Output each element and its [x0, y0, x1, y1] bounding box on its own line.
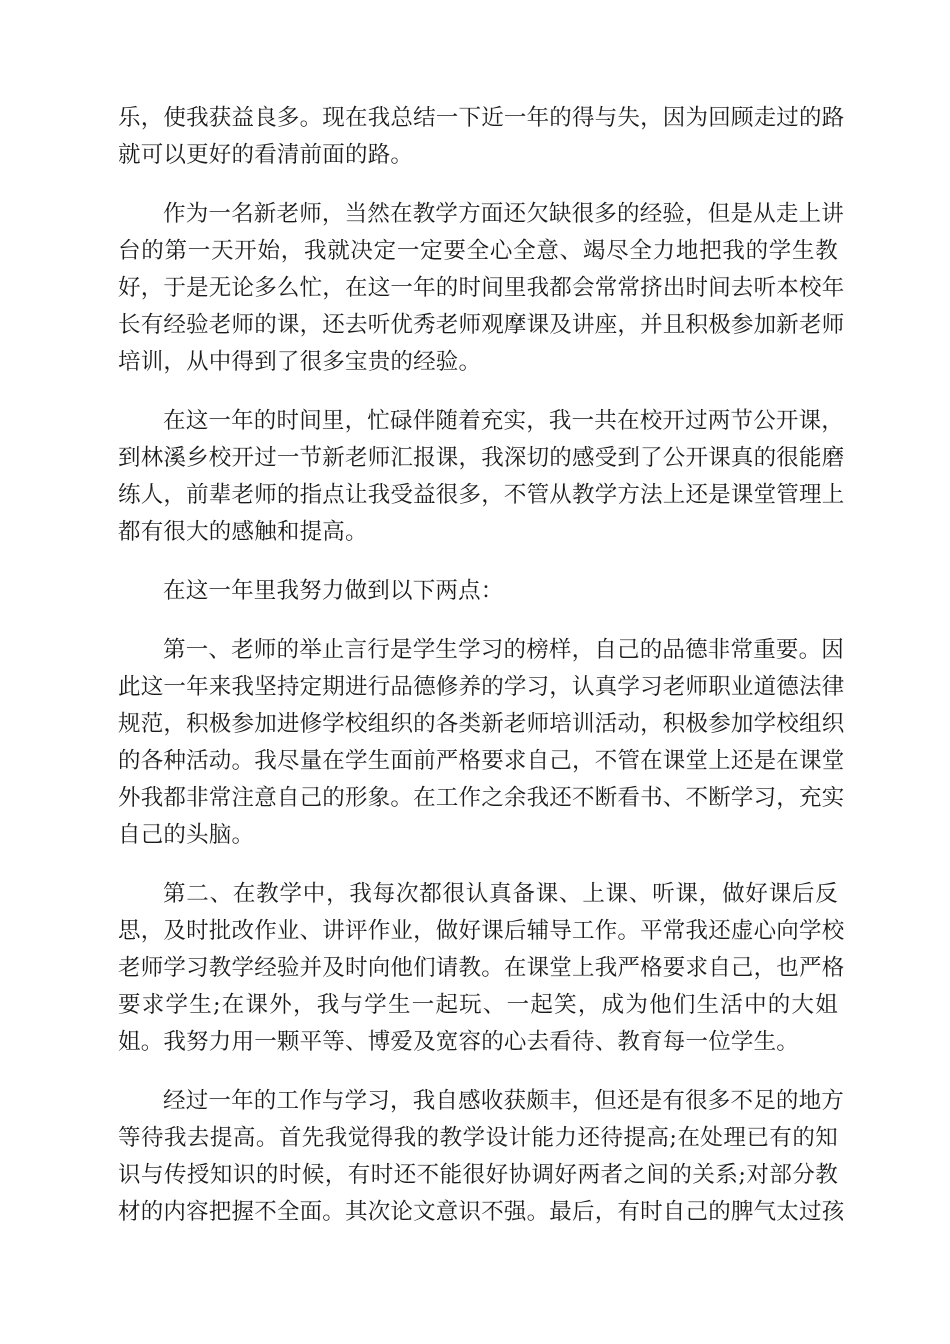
text-line: 乐，使我获益良多。现在我总结一下近一年的得与失，因为回顾走过的路: [118, 105, 845, 131]
text-line: 材的内容把握不全面。其次论文意识不强。最后，有时自己的脾气太过孩: [118, 1199, 845, 1225]
text-line: 在这一年的时间里，忙碌伴随着充实，我一共在校开过两节公开课，: [163, 408, 845, 434]
text-line: 第一、老师的举止言行是学生学习的榜样，自己的品德非常重要。因: [163, 637, 845, 663]
text-line: 第二、在教学中，我每次都很认真备课、上课、听课，做好课后反: [163, 881, 838, 907]
text-line: 老师学习教学经验并及时向他们请教。在课堂上我严格要求自己，也严格: [118, 955, 845, 981]
text-line: 都有很大的感触和提高。: [118, 519, 368, 545]
text-line: 外我都非常注意自己的形象。在工作之余我还不断看书、不断学习，充实: [118, 785, 845, 811]
text-line: 的各种活动。我尽量在学生面前严格要求自己，不管在课堂上还是在课堂: [118, 748, 845, 774]
text-line: 自己的头脑。: [118, 822, 255, 848]
text-line: 要求学生;在课外，我与学生一起玩、一起笑，成为他们生活中的大姐: [118, 992, 838, 1018]
text-line: 经过一年的工作与学习，我自感收获颇丰，但还是有很多不足的地方: [163, 1088, 845, 1114]
paragraph: [118, 403, 845, 551]
text-line: 思，及时批改作业、讲评作业，做好课后辅导工作。平常我还虚心向学校: [118, 918, 845, 944]
paragraph: [118, 100, 845, 174]
text-line: 到林溪乡校开过一节新老师汇报课，我深切的感受到了公开课真的很能磨: [118, 445, 845, 471]
text-line: 练人，前辈老师的指点让我受益很多，不管从教学方法上还是课堂管理上: [118, 482, 845, 508]
text-line: 台的第一天开始，我就决定一定要全心全意、竭尽全力地把我的学生教: [118, 238, 838, 264]
text-line: 等待我去提高。首先我觉得我的教学设计能力还待提高;在处理已有的知: [118, 1125, 838, 1151]
text-line: 培训，从中得到了很多宝贵的经验。: [118, 349, 482, 375]
text-line: 姐。我努力用一颗平等、博爱及宽容的心去看待、教育每一位学生。: [118, 1029, 800, 1055]
paragraph: [118, 632, 845, 854]
paragraph: [118, 573, 838, 610]
paragraph: [118, 1083, 845, 1231]
text-line: 识与传授知识的时候，有时还不能很好协调好两者之间的关系;对部分教: [118, 1162, 838, 1188]
paragraph: [118, 196, 845, 381]
text-line: 规范，积极参加进修学校组织的各类新老师培训活动，积极参加学校组织: [118, 711, 845, 737]
text-line: 在这一年里我努力做到以下两点：: [163, 578, 504, 604]
text-line: 长有经验老师的课，还去听优秀老师观摩课及讲座，并且积极参加新老师: [118, 312, 845, 338]
text-line: 就可以更好的看清前面的路。: [118, 142, 414, 168]
text-line: 作为一名新老师，当然在教学方面还欠缺很多的经验，但是从走上讲: [163, 201, 845, 227]
paragraph: [118, 876, 845, 1061]
document-body: [118, 100, 845, 1253]
text-line: 此这一年来我坚持定期进行品德修养的学习，认真学习老师职业道德法律: [118, 674, 845, 700]
text-line: 好，于是无论多么忙，在这一年的时间里我都会常常挤出时间去听本校年: [118, 275, 845, 301]
